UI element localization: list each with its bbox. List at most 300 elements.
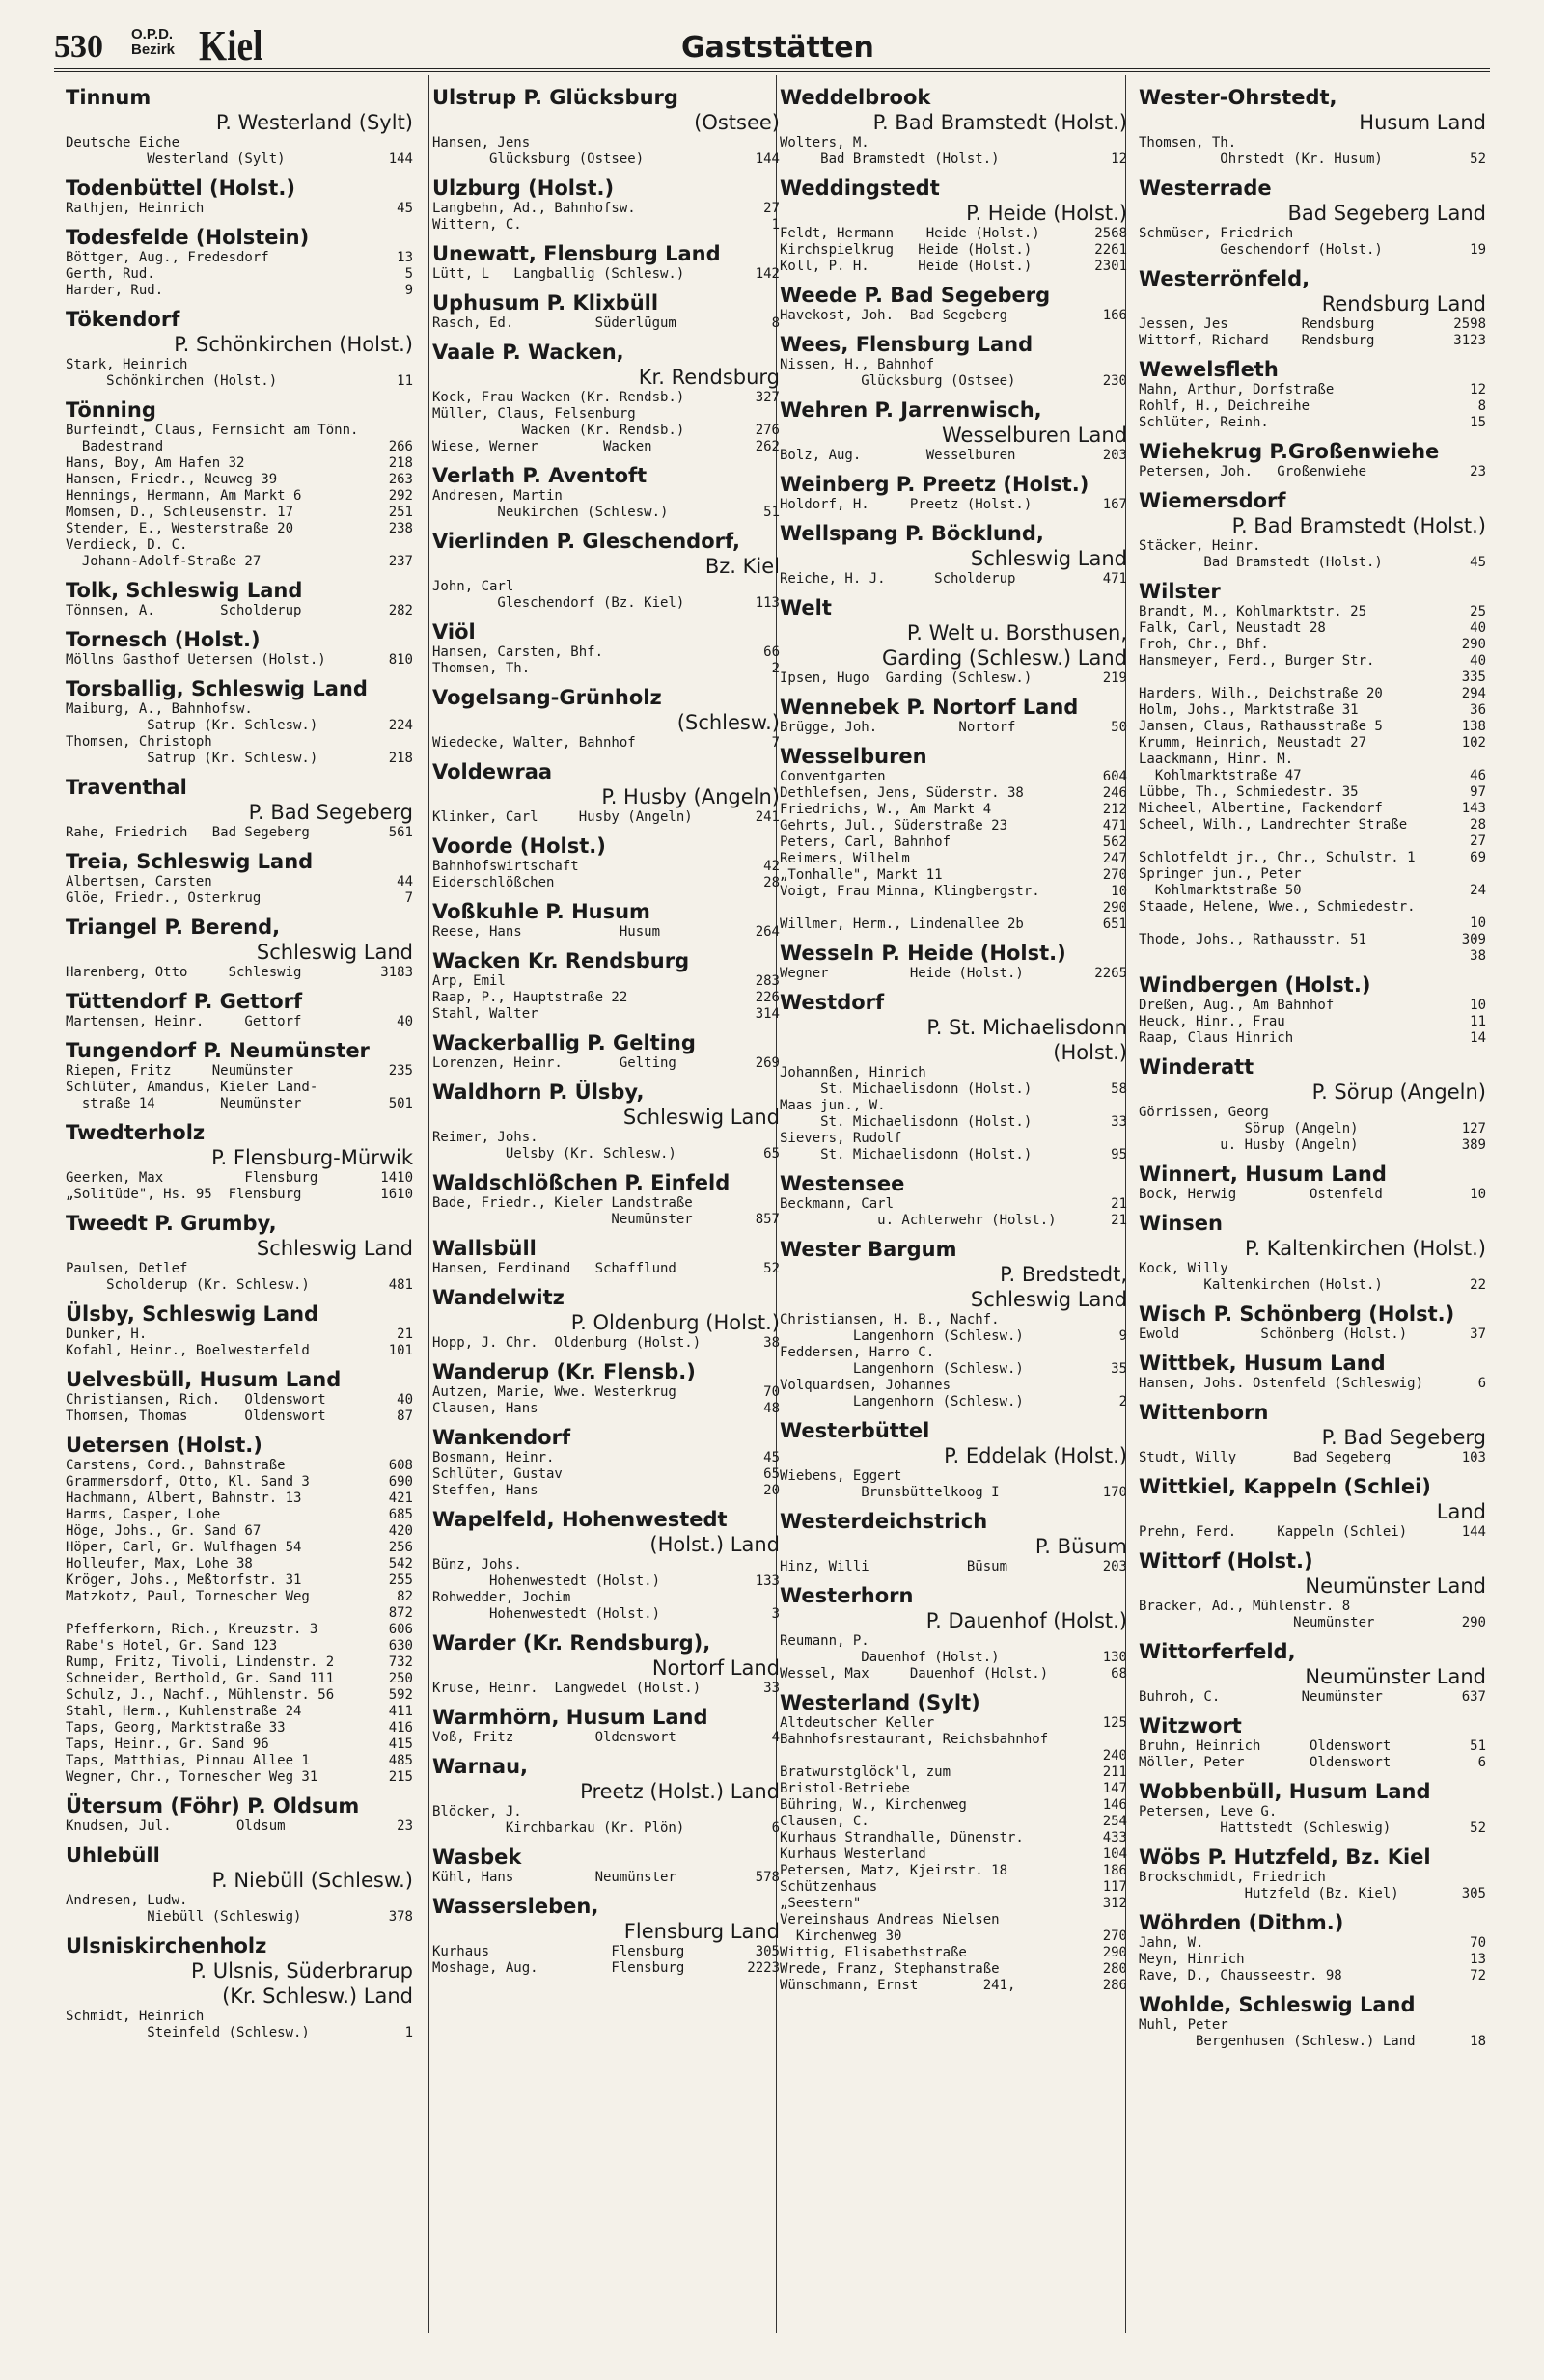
listing-text: Rabe's Hotel, Gr. Sand 123 [66,1638,278,1654]
phone-number: 8 [1477,398,1486,414]
phone-number: 52 [763,1261,780,1276]
listing-line: Bade, Friedr., Kieler Landstraße [432,1195,693,1211]
phone-number: 11 [397,373,413,389]
listing-text: Eiderschlößchen [432,875,555,890]
phone-number: 66 [763,644,780,660]
listing-line: John, Carl [432,579,514,594]
place-postal-note: Rendsburg Land [1321,292,1486,315]
phone-number: 501 [388,1096,413,1111]
listing-row [1139,637,1486,653]
listing-text: Krumm, Heinrich, Neustadt 27 [1139,735,1367,751]
listing-row [432,315,780,332]
listing-line: Thomsen, Th. [1139,135,1237,150]
place-heading: Uphusum P. Klixbüll [432,291,659,315]
place-heading: Weddelbrook [780,86,931,109]
phone-number: 51 [1470,1738,1486,1754]
place-postal-note: P. Schönkirchen (Holst.) [174,333,413,356]
listing-line: Andresen, Ludw. [66,1893,188,1908]
place-heading: Westdorf [780,991,885,1014]
listing-row [432,1006,780,1023]
place-postal-note: Kr. Rendsburg [638,366,780,389]
listing-line: Springer jun., Peter [1139,866,1302,882]
listing-line: Schlüter, Amandus, Kieler Land- [66,1080,318,1095]
phone-number: 70 [1470,1935,1486,1951]
listing-text: Taps, Matthias, Pinnau Allee 1 [66,1753,310,1768]
phone-number: 21 [1111,1196,1127,1212]
listing-line: Wolters, M. [780,135,869,150]
place-postal-note: Garding (Schlesw.) Land [882,646,1127,670]
listing-row [66,1507,413,1523]
listing-row [1139,1615,1486,1631]
listing-text: Kock, Frau Wacken (Kr. Rendsb.) [432,390,685,405]
phone-number: 52 [1470,1820,1486,1836]
listing-row [66,603,413,619]
place-heading: Vogelsang-Grünholz [432,686,662,709]
phone-number: 37 [1470,1327,1486,1342]
listing-row [1139,1820,1486,1837]
phone-number: 433 [1102,1830,1127,1846]
place-heading: Weinberg P. Preetz (Holst.) [780,473,1089,496]
column-divider [428,75,429,2333]
listing-row [780,1929,1127,1945]
phone-number: 9 [404,283,413,298]
listing-row [66,1327,413,1343]
listing-row [66,1573,413,1589]
phone-number: 3 [771,1606,780,1622]
listing-row [66,373,413,390]
listing-text [1139,670,1458,686]
place-heading: Westensee [780,1172,905,1195]
listing-row [780,1081,1127,1098]
place-heading: Wasbek [432,1846,522,1869]
listing-row [66,1170,413,1187]
phone-number: 103 [1461,1450,1486,1465]
listing-text: Holleufer, Max, Lohe 38 [66,1556,253,1572]
listing-text: Kruse, Heinr. Langwedel (Holst.) [432,1681,702,1696]
listing-text: Lütt, L Langballig (Schlesw.) [432,266,685,282]
listing-text: Bühring, W., Kirchenweg [780,1797,967,1813]
place-postal-note: (Ostsee) [694,111,780,134]
phone-number: 651 [1102,916,1127,932]
listing-row [780,1879,1127,1896]
place-heading: Voorde (Holst.) [432,834,606,858]
phone-number: 309 [1461,932,1486,947]
phone-number: 389 [1461,1137,1486,1153]
listing-text: Harms, Casper, Lohe [66,1507,221,1522]
listing-line: Hansen, Jens [432,135,531,150]
phone-number: 2261 [1094,242,1127,258]
listing-text: straße 14 Neumünster [66,1096,302,1111]
phone-number: 144 [755,151,780,167]
listing-row [432,809,780,826]
listing-row [66,1687,413,1704]
listing-line: Schmidt, Heinrich [66,2009,205,2024]
listing-text: Lorenzen, Heinr. Gelting [432,1055,676,1071]
place-postal-note: P. Bad Segeberg [248,801,413,824]
listing-text: Stender, E., Westerstraße 20 [66,521,294,536]
place-heading: Wallsbüll [432,1237,537,1260]
listing-row [1139,620,1486,637]
phone-number: 266 [388,439,413,454]
place-heading: Welt [780,596,832,619]
phone-number: 685 [388,1507,413,1522]
listing-text: Dethlefsen, Jens, Süderstr. 38 [780,785,1024,801]
listing-line: Vereinshaus Andreas Nielsen [780,1912,1000,1928]
place-heading: Tökendorf [66,308,180,331]
listing-row [66,250,413,266]
phone-number: 247 [1102,851,1127,866]
listing-text: Wiese, Werner Wacken [432,439,652,454]
listing-text: Schlüter, Reinh. [1139,415,1269,430]
place-heading: Vierlinden P. Gleschendorf, [432,530,740,553]
listing-row [1139,834,1486,850]
listing-row [780,916,1127,933]
phone-number: 241 [755,809,780,825]
phone-number: 21 [1111,1213,1127,1228]
listing-text: Clausen, C. [780,1814,869,1829]
listing-text: Bad Bramstedt (Holst.) [1139,555,1383,570]
listing-row [1139,768,1486,784]
place-heading: Tüttendorf P. Gettorf [66,990,303,1013]
phone-number: 254 [1102,1814,1127,1829]
phone-number: 40 [1470,620,1486,636]
listing-text: St. Michaelisdonn (Holst.) [780,1081,1033,1097]
listing-row [780,1814,1127,1830]
place-heading: Wisch P. Schönberg (Holst.) [1139,1302,1455,1326]
phone-number: 305 [755,1944,780,1959]
listing-row [432,217,780,233]
phone-number: 1 [771,217,780,233]
phone-number: 23 [1470,464,1486,479]
phone-number: 11 [1470,1014,1486,1029]
listing-text: Buhroh, C. Neumünster [1139,1689,1383,1705]
section-title: Gaststätten [681,31,874,65]
phone-number: 294 [1461,686,1486,701]
phone-number: 51 [763,505,780,520]
listing-row [66,965,413,981]
phone-number: 218 [388,455,413,471]
place-heading: Wittbek, Husum Land [1139,1352,1386,1375]
listing-text: Brunsbüttelkoog I [780,1485,1000,1500]
listing-text: Ewold Schönberg (Holst.) [1139,1327,1408,1342]
place-postal-note: (Holst.) [1053,1041,1127,1064]
phone-number: 2301 [1094,259,1127,274]
listing-row [780,259,1127,275]
listing-text: Matzkotz, Paul, Tornescher Weg [66,1589,310,1604]
phone-number: 276 [755,423,780,438]
listing-text: Beckmann, Carl [780,1196,895,1212]
listing-text [1139,834,1466,850]
place-postal-note: P. Bad Segeberg [1321,1426,1486,1449]
listing-text: Wrede, Franz, Stephanstraße [780,1961,1000,1977]
phone-number: 608 [388,1458,413,1473]
place-heading: Waldschlößchen P. Einfeld [432,1171,731,1194]
listing-text: Bolz, Aug. Wesselburen [780,448,1016,463]
listing-text: Stahl, Walter [432,1006,538,1022]
listing-row [1139,555,1486,571]
listing-text: Steinfeld (Schlesw.) [66,2025,310,2040]
place-heading: Wehren P. Jarrenwisch, [780,398,1042,422]
listing-row [780,373,1127,390]
listing-text: Grammersdorf, Otto, Kl. Sand 3 [66,1474,310,1490]
listing-row [780,1764,1127,1781]
phone-number: 13 [1470,1952,1486,1967]
place-heading: Wittenborn [1139,1401,1269,1424]
listing-row [432,1730,780,1746]
phone-number: 82 [397,1589,413,1604]
place-heading: Uetersen (Holst.) [66,1434,262,1457]
listing-text: Schlotfeldt jr., Chr., Schulstr. 1 [1139,850,1416,865]
place-heading: Todesfelde (Holstein) [66,226,310,249]
listing-row [1139,382,1486,398]
place-postal-note: P. Eddelak (Holst.) [944,1444,1127,1467]
phone-number: 485 [388,1753,413,1768]
listing-row [66,488,413,505]
listing-text: Bristol-Betriebe [780,1781,910,1796]
listing-row [66,874,413,890]
listing-row [780,818,1127,834]
phone-number: 290 [1102,1945,1127,1960]
phone-number: 327 [755,390,780,405]
place-heading: Uelvesbüll, Husum Land [66,1368,342,1391]
listing-row [432,1335,780,1352]
place-heading: Wapelfeld, Hohenwestedt [432,1508,728,1531]
place-postal-note: Nortorf Land [651,1656,780,1680]
listing-text: Taps, Heinr., Gr. Sand 96 [66,1737,269,1752]
phone-number: 286 [1102,1978,1127,1993]
listing-row [432,1944,780,1960]
listing-text: Jessen, Jes Rendsburg [1139,316,1375,332]
listing-text: Kofahl, Heinr., Boelwesterfeld [66,1343,310,1358]
place-postal-note: Flensburg Land [623,1920,780,1943]
phone-number: 143 [1461,801,1486,816]
listing-row [66,1819,413,1835]
listing-row [780,1361,1127,1378]
phone-number: 6 [1477,1376,1486,1391]
listing-text: Tönnsen, A. Scholderup [66,603,302,618]
listing-row [66,1622,413,1638]
listing-text: Prehn, Ferd. Kappeln (Schlei) [1139,1524,1408,1540]
listing-row [1139,719,1486,735]
phone-number: 230 [1102,373,1127,389]
phone-number: 3123 [1453,333,1486,348]
listing-row [66,455,413,472]
place-postal-note: Bz. Kiel [704,555,780,578]
place-heading: Wöbs P. Hutzfeld, Bz. Kiel [1139,1846,1431,1869]
place-postal-note: P. St. Michaelisdonn [926,1016,1127,1039]
listing-row [432,1146,780,1163]
phone-number: 263 [388,472,413,487]
listing-text: Kurhaus Strandhalle, Dünenstr. [780,1830,1024,1846]
listing-row [432,990,780,1006]
listing-row [1139,316,1486,333]
listing-text: Petersen, Matz, Kjeirstr. 18 [780,1863,1008,1878]
listing-text: Satrup (Kr. Schlesw.) [66,751,318,766]
listing-row [780,1978,1127,1994]
place-heading: Twedterholz [66,1121,206,1144]
phone-number: 411 [388,1704,413,1719]
place-heading: Weddingstedt [780,177,940,200]
listing-text: Rump, Fritz, Tivoli, Lindenstr. 2 [66,1655,335,1670]
phone-number: 630 [388,1638,413,1654]
phone-number: 166 [1102,308,1127,323]
listing-row [66,1392,413,1409]
listing-row [780,1945,1127,1961]
listing-line: Verdieck, D. C. [66,537,188,553]
listing-row [1139,1277,1486,1294]
listing-text: Badestrand [66,439,164,454]
phone-number: 45 [763,1450,780,1465]
listing-row [66,1638,413,1655]
phone-number: 38 [763,1335,780,1351]
phone-number: 2568 [1094,226,1127,241]
phone-number: 42 [763,859,780,874]
phone-number: 471 [1102,571,1127,587]
phone-number: 415 [388,1737,413,1752]
phone-number: 218 [388,751,413,766]
listing-row [780,834,1127,851]
place-postal-note: P. Heide (Holst.) [966,202,1127,225]
phone-number: 5 [404,266,413,282]
listing-text: Johann-Adolf-Straße 27 [66,554,262,569]
phone-number: 237 [388,554,413,569]
place-heading: Witzwort [1139,1714,1242,1737]
listing-row [780,1797,1127,1814]
listing-text: Reiche, H. J. Scholderup [780,571,1016,587]
listing-text: Kirchenweg 30 [780,1929,902,1944]
listing-line: Maas jun., W. [780,1098,886,1113]
listing-text: Hattstedt (Schleswig) [1139,1820,1392,1836]
listing-row [432,1450,780,1466]
listing-row [1139,1376,1486,1392]
listing-text: Thomsen, Th. [432,661,531,676]
phone-number: 27 [763,201,780,216]
listing-row [66,1737,413,1753]
listing-row [780,571,1127,588]
phone-number: 226 [755,990,780,1005]
place-heading: Tornesch (Holst.) [66,628,261,651]
listing-row [1139,1524,1486,1541]
listing-line: Müller, Claus, Felsenburg [432,406,636,422]
listing-row [1139,398,1486,415]
place-heading: Treia, Schleswig Land [66,850,314,873]
listing-text [66,1605,385,1622]
listing-text: Petersen, Joh. Großenwiehe [1139,464,1367,479]
listing-row [66,1096,413,1112]
listing-line: Thomsen, Christoph [66,734,212,750]
listing-row [66,1556,413,1573]
listing-line: Deutsche Eiche [66,135,180,150]
column-1 [66,77,413,2364]
phone-number: 224 [388,718,413,733]
place-heading: Wanderup (Kr. Flensb.) [432,1360,696,1383]
listing-text: Holdorf, H. Preetz (Holst.) [780,497,1033,512]
listing-row [780,769,1127,785]
listing-text: Knudsen, Jul. Oldsum [66,1819,286,1834]
phone-number: 690 [388,1474,413,1490]
place-postal-note: Schleswig Land [256,941,413,964]
phone-number: 33 [763,1681,780,1696]
phone-number: 215 [388,1769,413,1785]
phone-number: 421 [388,1491,413,1506]
phone-number: 2223 [747,1960,780,1976]
phone-number: 28 [1470,817,1486,833]
listing-row [1139,151,1486,168]
phone-number: 203 [1102,1559,1127,1574]
listing-text: Rahe, Friedrich Bad Segeberg [66,825,310,840]
listing-text: Kohlmarktstraße 47 [1139,768,1302,783]
listing-row [1139,333,1486,349]
listing-text: Autzen, Marie, Wwe. Westerkrug [432,1384,676,1400]
place-heading: Westerland (Sylt) [780,1691,980,1714]
listing-text: Kirchspielkrug Heide (Holst.) [780,242,1033,258]
listing-row [1139,1886,1486,1902]
listing-text: Hans, Boy, Am Hafen 32 [66,455,245,471]
place-heading: Wees, Flensburg Land [780,333,1034,356]
phone-number: 810 [388,652,413,668]
listing-row [432,423,780,439]
page-header [54,21,1490,69]
phone-number: 283 [755,973,780,989]
listing-text: Langenhorn (Schlesw.) [780,1394,1024,1409]
listing-text: Carstens, Cord., Bahnstraße [66,1458,286,1473]
phone-number: 264 [755,924,780,940]
listing-row [1139,1014,1486,1030]
phone-number: 18 [1470,2034,1486,2049]
listing-text: Dauenhof (Holst.) [780,1650,1000,1665]
listing-text [1139,916,1466,932]
listing-line: Görrissen, Georg [1139,1105,1269,1120]
listing-text: Harder, Rud. [66,283,164,298]
listing-row [66,521,413,537]
listing-row [66,2025,413,2041]
listing-row [780,1196,1127,1213]
phone-number: 6 [1477,1755,1486,1770]
listing-row [780,1847,1127,1863]
listing-text: Rohlf, H., Deichreihe [1139,398,1310,414]
page-number: 530 [54,29,103,65]
listing-row [1139,1030,1486,1047]
phone-number: 40 [397,1014,413,1029]
place-heading: Westerdeichstrich [780,1510,988,1533]
listing-text: Uelsby (Kr. Schlesw.) [432,1146,676,1162]
listing-text: Raap, Claus Hinrich [1139,1030,1294,1046]
phone-number: 138 [1461,719,1486,734]
listing-row [780,242,1127,259]
listing-row [66,1277,413,1294]
listing-text: Möllns Gasthof Uetersen (Holst.) [66,652,326,668]
place-postal-note: P. Sörup (Angeln) [1311,1081,1486,1104]
place-heading: Wester-Ohrstedt, [1139,86,1337,109]
opd-label: O.P.D. [131,26,174,42]
listing-line: Reimer, Johs. [432,1130,538,1145]
phone-number: 133 [755,1573,780,1589]
listing-row [432,505,780,521]
listing-row [1139,415,1486,431]
listing-row [780,1961,1127,1978]
listing-row [780,1666,1127,1682]
place-heading: Wesseln P. Heide (Holst.) [780,942,1066,965]
place-heading: Wennebek P. Nortorf Land [780,696,1079,719]
place-postal-note: (Holst.) Land [649,1533,780,1556]
phone-number: 211 [1102,1764,1127,1780]
place-heading: Westerbüttel [780,1419,930,1442]
listing-text: Steffen, Hans [432,1483,538,1498]
phone-number: 170 [1102,1485,1127,1500]
listing-row [432,390,780,406]
listing-row [432,439,780,455]
place-postal-note: P. Husby (Angeln) [601,785,780,808]
